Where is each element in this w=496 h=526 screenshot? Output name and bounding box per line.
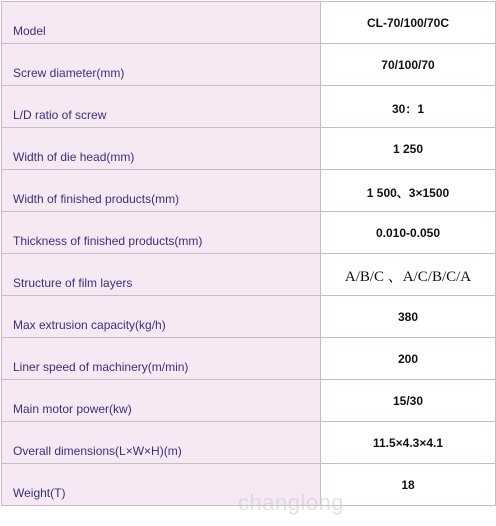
row-label-motor-power: Main motor power(kw): [2, 380, 321, 422]
table-row: [2, 338, 496, 380]
row-value-product-width: 1 500、3×1500: [321, 170, 496, 212]
watermark-text: changlong: [238, 490, 345, 515]
table-row: [2, 44, 496, 86]
table-row: [2, 128, 496, 170]
row-value-model: CL-70/100/70C: [321, 2, 496, 44]
row-value-motor-power: 15/30: [321, 380, 496, 422]
row-value-die-head-width: 1 250: [321, 128, 496, 170]
row-label-weight: Weight(T): [2, 464, 321, 506]
row-label-overall-dimensions: Overall dimensions(L×W×H)(m): [2, 422, 321, 464]
table-row: [2, 254, 496, 296]
row-label-product-width: Width of finished products(mm): [2, 170, 321, 212]
row-label-liner-speed: Liner speed of machinery(m/min): [2, 338, 321, 380]
row-label-extrusion-capacity: Max extrusion capacity(kg/h): [2, 296, 321, 338]
table-row: [2, 422, 496, 464]
row-value-film-structure: A/B/C 、A/C/B/C/A: [321, 254, 496, 296]
row-label-die-head-width: Width of die head(mm): [2, 128, 321, 170]
row-value-weight: 18: [321, 464, 496, 506]
table-row: [2, 170, 496, 212]
row-label-film-structure: Structure of film layers: [2, 254, 321, 296]
table-row: [2, 2, 496, 44]
row-value-screw-diameter: 70/100/70: [321, 44, 496, 86]
row-value-ld-ratio: 30：1: [321, 86, 496, 128]
row-label-model: Model: [2, 2, 321, 44]
row-value-overall-dimensions: 11.5×4.3×4.1: [321, 422, 496, 464]
row-label-ld-ratio: L/D ratio of screw: [2, 86, 321, 128]
row-label-product-thickness: Thickness of finished products(mm): [2, 212, 321, 254]
row-value-product-thickness: 0.010-0.050: [321, 212, 496, 254]
row-value-extrusion-capacity: 380: [321, 296, 496, 338]
specification-table: [1, 1, 496, 506]
table-row: [2, 464, 496, 506]
table-row: [2, 86, 496, 128]
row-value-liner-speed: 200: [321, 338, 496, 380]
table-row: [2, 212, 496, 254]
table-row: [2, 380, 496, 422]
row-label-screw-diameter: Screw diameter(mm): [2, 44, 321, 86]
table-row: [2, 296, 496, 338]
